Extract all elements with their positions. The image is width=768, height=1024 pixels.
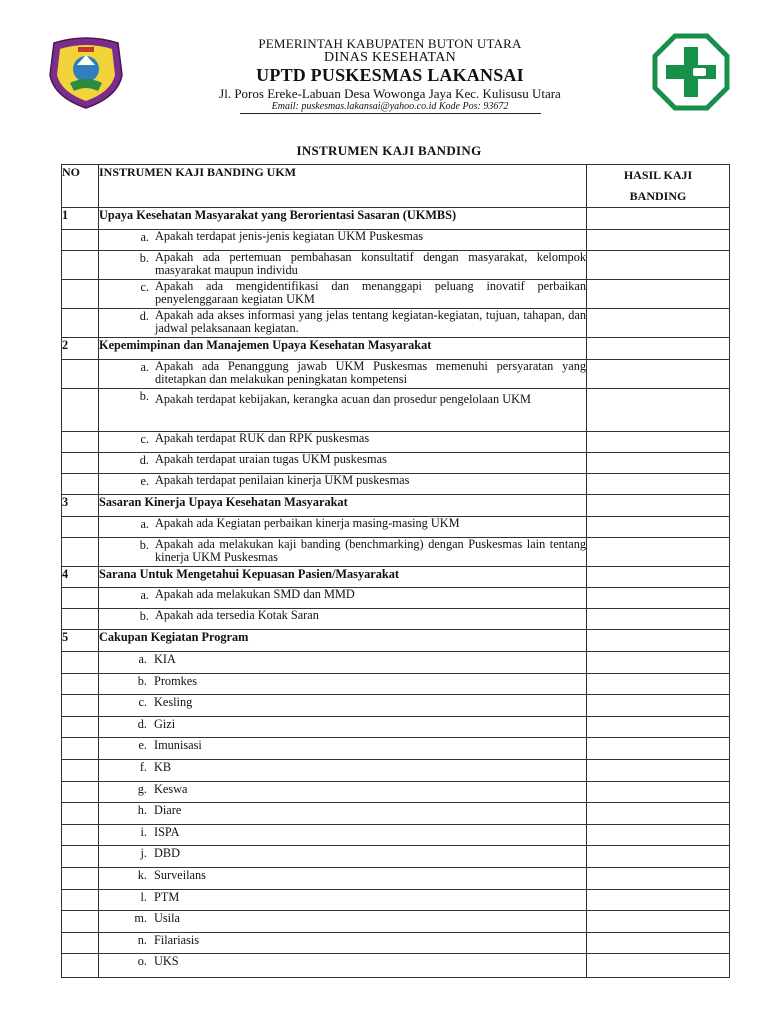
- result-cell[interactable]: [587, 208, 730, 230]
- item-text: Apakah terdapat jenis-jenis kegiatan UKM Puskesmas: [155, 229, 424, 243]
- item-letter: o.: [137, 954, 147, 969]
- program-name: Surveilans: [154, 867, 206, 882]
- result-cell[interactable]: [587, 759, 730, 781]
- item-letter: a.: [138, 652, 147, 666]
- item-letter: c.: [140, 280, 149, 294]
- item-text: Apakah ada tersedia Kotak Saran: [155, 608, 319, 622]
- result-cell[interactable]: [587, 432, 730, 453]
- item-letter: b.: [137, 673, 147, 688]
- item-letter: k.: [137, 867, 147, 882]
- result-cell[interactable]: [587, 280, 730, 309]
- program-row: [62, 781, 730, 803]
- result-cell[interactable]: [587, 517, 730, 538]
- document-title: INSTRUMEN KAJI BANDING: [296, 143, 482, 158]
- assessment-table: [61, 164, 730, 978]
- result-cell[interactable]: [587, 495, 730, 517]
- item-letter: h.: [137, 803, 147, 818]
- agency-line: DINAS KESEHATAN: [323, 50, 457, 65]
- item-letter: a.: [140, 517, 149, 531]
- section-number: 5: [62, 630, 99, 652]
- result-cell[interactable]: [587, 251, 730, 280]
- program-name: Gizi: [154, 716, 176, 731]
- result-cell[interactable]: [587, 538, 730, 567]
- program-row: [62, 716, 730, 738]
- program-row: [62, 911, 730, 933]
- section-row: [62, 338, 730, 360]
- program-name: KB: [154, 759, 172, 774]
- item-text: Apakah terdapat RUK dan RPK puskesmas: [155, 431, 370, 445]
- program-row: [62, 652, 730, 674]
- section-number: 3: [62, 495, 99, 517]
- item-text: Apakah ada pertemuan pembahasan konsultatif dengan masyarakat, kelompok masyarakat maupun individu: [155, 250, 586, 277]
- result-cell[interactable]: [587, 567, 730, 588]
- item-letter: a.: [140, 360, 149, 374]
- section-number: 4: [62, 567, 99, 588]
- column-header-instrument: INSTRUMEN KAJI BANDING UKM: [99, 165, 587, 208]
- question-row: [62, 389, 730, 432]
- result-cell[interactable]: [587, 932, 730, 954]
- program-name: Usila: [154, 911, 180, 926]
- result-cell[interactable]: [587, 389, 730, 432]
- item-letter: b.: [139, 389, 149, 403]
- section-title: Sasaran Kinerja Upaya Kesehatan Masyarakat: [99, 495, 587, 517]
- section-number: 2: [62, 338, 99, 360]
- section-row: [62, 208, 730, 230]
- section-row: [62, 495, 730, 517]
- item-letter: l.: [140, 889, 147, 904]
- item-text: Apakah ada akses informasi yang jelas tentang kegiatan-kegiatan, tujuan, tahapan, dan jadwal pelaksanaan kegiatan.: [155, 308, 586, 335]
- program-name: UKS: [154, 954, 179, 969]
- question-row: [62, 474, 730, 495]
- item-letter: e.: [138, 738, 147, 753]
- item-letter: b.: [139, 251, 149, 265]
- item-letter: c.: [138, 695, 147, 710]
- result-cell[interactable]: [587, 889, 730, 911]
- result-cell[interactable]: [587, 954, 730, 978]
- address-line: Jl. Poros Ereke-Labuan Desa Wowonga Jaya Kec. Kulisusu Utara: [219, 86, 561, 101]
- item-text: Apakah terdapat penilaian kinerja UKM puskesmas: [155, 473, 410, 487]
- program-name: Kesling: [154, 695, 193, 710]
- result-cell[interactable]: [587, 846, 730, 868]
- result-cell[interactable]: [587, 474, 730, 495]
- item-letter: m.: [134, 911, 147, 926]
- question-row: [62, 538, 730, 567]
- program-row: [62, 824, 730, 846]
- table-header-row: [62, 165, 730, 208]
- result-cell[interactable]: [587, 338, 730, 360]
- item-text: Apakah ada melakukan kaji banding (benchmarking) dengan Puskesmas lain tentang kinerja UKM Puskesmas: [155, 537, 586, 564]
- item-letter: i.: [140, 824, 147, 839]
- result-header-line2: BANDING: [629, 189, 687, 203]
- program-name: Filariasis: [154, 932, 200, 947]
- item-letter: e.: [140, 474, 149, 488]
- result-cell[interactable]: [587, 695, 730, 717]
- government-line: PEMERINTAH KABUPATEN BUTON UTARA: [258, 36, 522, 51]
- item-text: Apakah terdapat kebijakan, kerangka acuan dan prosedur pengelolaan UKM: [155, 392, 531, 406]
- result-header-line1: HASIL KAJI: [623, 168, 693, 182]
- result-cell[interactable]: [587, 309, 730, 338]
- result-cell[interactable]: [587, 360, 730, 389]
- section-row: [62, 567, 730, 588]
- item-text: Apakah ada melakukan SMD dan MMD: [155, 587, 355, 601]
- result-cell[interactable]: [587, 230, 730, 251]
- program-name: ISPA: [154, 824, 180, 839]
- program-name: Imunisasi: [154, 738, 202, 753]
- section-row: [62, 630, 730, 652]
- item-text: Apakah terdapat uraian tugas UKM puskesmas: [155, 452, 387, 466]
- program-row: [62, 695, 730, 717]
- section-title: Upaya Kesehatan Masyarakat yang Berorientasi Sasaran (UKMBS): [99, 208, 587, 230]
- result-cell[interactable]: [587, 652, 730, 674]
- item-letter: f.: [139, 759, 147, 774]
- item-letter: d.: [139, 453, 149, 467]
- program-row: [62, 738, 730, 760]
- contact-line: Email: puskesmas.lakansai@yahoo.co.id Kode Pos: 93672: [271, 101, 509, 112]
- program-name: KIA: [154, 652, 176, 666]
- result-cell[interactable]: [587, 738, 730, 760]
- regency-emblem-logo: [48, 35, 124, 109]
- result-cell[interactable]: [587, 803, 730, 825]
- section-title: Cakupan Kegiatan Program: [99, 630, 587, 652]
- program-row: [62, 867, 730, 889]
- program-row: [62, 932, 730, 954]
- result-cell[interactable]: [587, 781, 730, 803]
- question-row: [62, 360, 730, 389]
- result-cell[interactable]: [587, 911, 730, 933]
- section-title: Sarana Untuk Mengetahui Kepuasan Pasien/Masyarakat: [99, 567, 587, 588]
- question-row: [62, 453, 730, 474]
- letterhead: [0, 0, 768, 125]
- result-cell[interactable]: [587, 867, 730, 889]
- result-cell[interactable]: [587, 609, 730, 630]
- program-row: [62, 803, 730, 825]
- question-row: [62, 432, 730, 453]
- item-letter: d.: [137, 716, 147, 731]
- program-name: DBD: [154, 846, 180, 861]
- result-cell[interactable]: [587, 453, 730, 474]
- question-row: [62, 230, 730, 251]
- program-row: [62, 759, 730, 781]
- item-letter: a.: [140, 230, 149, 244]
- section-number: 1: [62, 208, 99, 230]
- header-rule: [240, 113, 541, 114]
- question-row: [62, 609, 730, 630]
- item-letter: n.: [137, 932, 147, 947]
- item-text: Apakah ada mengidentifikasi dan menanggapi peluang inovatif perbaikan penyelenggaraan kegiatan UKM: [155, 279, 586, 306]
- section-title: Kepemimpinan dan Manajemen Upaya Kesehatan Masyarakat: [99, 338, 587, 360]
- question-row: [62, 280, 730, 309]
- item-letter: g.: [137, 781, 147, 796]
- program-row: [62, 889, 730, 911]
- result-cell[interactable]: [587, 630, 730, 652]
- question-row: [62, 588, 730, 609]
- result-cell[interactable]: [587, 673, 730, 695]
- question-row: [62, 251, 730, 280]
- item-text: Apakah ada Kegiatan perbaikan kinerja masing-masing UKM: [155, 516, 460, 530]
- program-name: Promkes: [154, 673, 198, 688]
- question-row: [62, 517, 730, 538]
- column-header-result: [587, 165, 730, 208]
- program-name: PTM: [154, 889, 180, 904]
- result-cell[interactable]: [587, 588, 730, 609]
- item-letter: b.: [139, 609, 149, 623]
- program-name: Diare: [154, 803, 182, 818]
- result-cell[interactable]: [587, 824, 730, 846]
- item-letter: d.: [139, 309, 149, 323]
- question-row: [62, 309, 730, 338]
- program-row: [62, 954, 730, 978]
- item-letter: a.: [140, 588, 149, 602]
- puskesmas-cross-logo: [651, 32, 731, 112]
- item-letter: j.: [140, 846, 147, 861]
- item-letter: b.: [139, 538, 149, 552]
- item-letter: c.: [140, 432, 149, 446]
- item-text: Apakah ada Penanggung jawab UKM Puskesmas memenuhi persyaratan yang ditetapkan dan melakukan peningkatan kompetensi: [155, 359, 586, 386]
- column-header-no: NO: [62, 165, 99, 208]
- result-cell[interactable]: [587, 716, 730, 738]
- program-row: [62, 673, 730, 695]
- institution-name: UPTD PUSKESMAS LAKANSAI: [256, 65, 524, 85]
- program-row: [62, 846, 730, 868]
- program-name: Keswa: [154, 781, 188, 796]
